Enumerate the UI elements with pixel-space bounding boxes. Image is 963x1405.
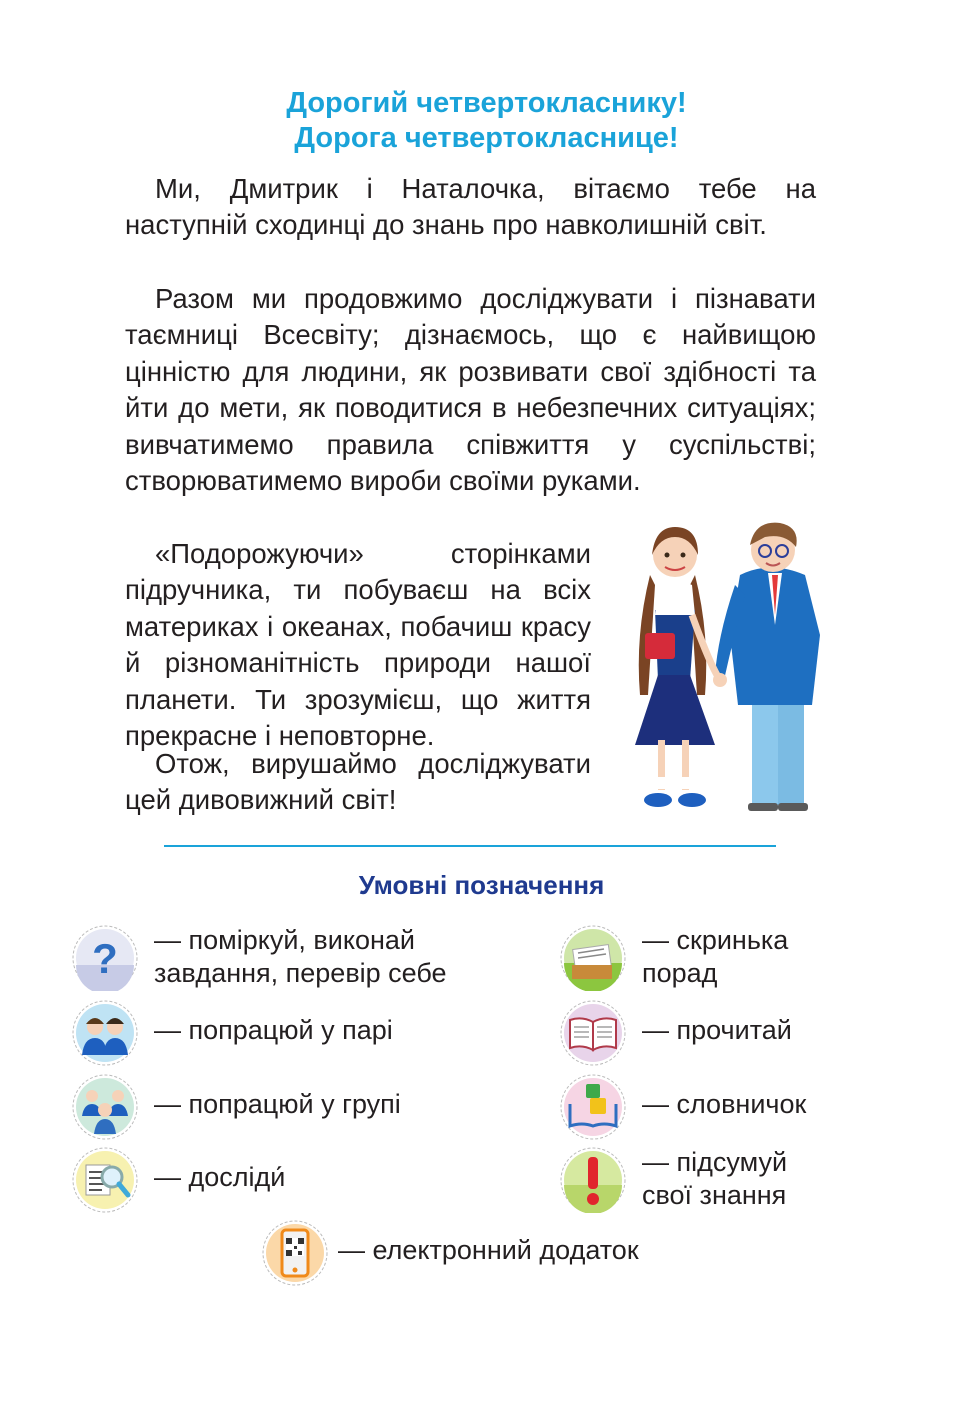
legend-label-research: — досліди́	[154, 1162, 286, 1192]
qr-phone-icon	[262, 1220, 328, 1286]
question-icon	[72, 925, 138, 991]
paragraph-4	[125, 746, 591, 819]
legend-label-tips-box: — скринька порад	[642, 925, 789, 988]
paragraph-1-text: Ми, Дмитрик і Наталочка, вітаємо тебе на наступній сходинці до знань про навколишній світ.	[125, 173, 816, 241]
paragraph-2-text: Разом ми продовжимо досліджувати і пізнавати таємниці Всесвіту; дізнаємось, що є найвищою цінністю для людини, як розвивати свої здібності та йти до мети, як поводитися в небезпечних ситуаціях; вивчатимемо правила співжиття у суспільстві; створюватимемо вироби своїми руками.	[125, 283, 816, 497]
paragraph-3	[125, 536, 591, 754]
legend-label-electronic: — електронний додаток	[338, 1235, 639, 1265]
pair-work-icon	[72, 1000, 138, 1066]
svg-text:?: ?	[92, 935, 118, 982]
boy-figure	[713, 523, 820, 811]
research-magnifier-icon	[72, 1147, 138, 1213]
legend-title: Умовні позначення	[358, 870, 605, 900]
legend-label-dictionary: — словничок	[642, 1089, 807, 1119]
tips-box-icon	[560, 925, 626, 991]
exclamation-icon	[560, 1147, 626, 1213]
greeting-line-2: Дорога четвертокласнице!	[294, 122, 679, 154]
greeting	[0, 86, 963, 156]
greeting-line-1: Дорогий четвертокласнику!	[286, 87, 687, 119]
legend-label-question: — поміркуй, виконай завдання, перевір себе	[154, 925, 447, 988]
dictionary-icon	[560, 1074, 626, 1140]
section-divider	[164, 845, 776, 847]
legend-label-summarize: — підсумуй свої знання	[642, 1147, 788, 1210]
children-illustration	[620, 515, 825, 820]
legend-label-read: — прочитай	[642, 1015, 792, 1045]
paragraph-3-text: «Подорожуючи» сторінками підручника, ти побуваєш на всіх материках і океанах, побачиш красу й різноманітність природи нашої планети. Ти зрозумієш, що життя прекрасне і неповторне.	[125, 538, 591, 752]
legend-label-pair-work: — попрацюй у парі	[154, 1015, 393, 1045]
legend-label-group-work: — попрацюй у групі	[154, 1089, 401, 1119]
group-work-icon	[72, 1074, 138, 1140]
paragraph-1	[125, 171, 816, 244]
open-book-icon	[560, 1000, 626, 1066]
girl-figure	[635, 527, 720, 807]
paragraph-4-text: Отож, вирушаймо досліджувати цей дивовижний світ!	[125, 748, 591, 816]
paragraph-2	[125, 281, 816, 499]
